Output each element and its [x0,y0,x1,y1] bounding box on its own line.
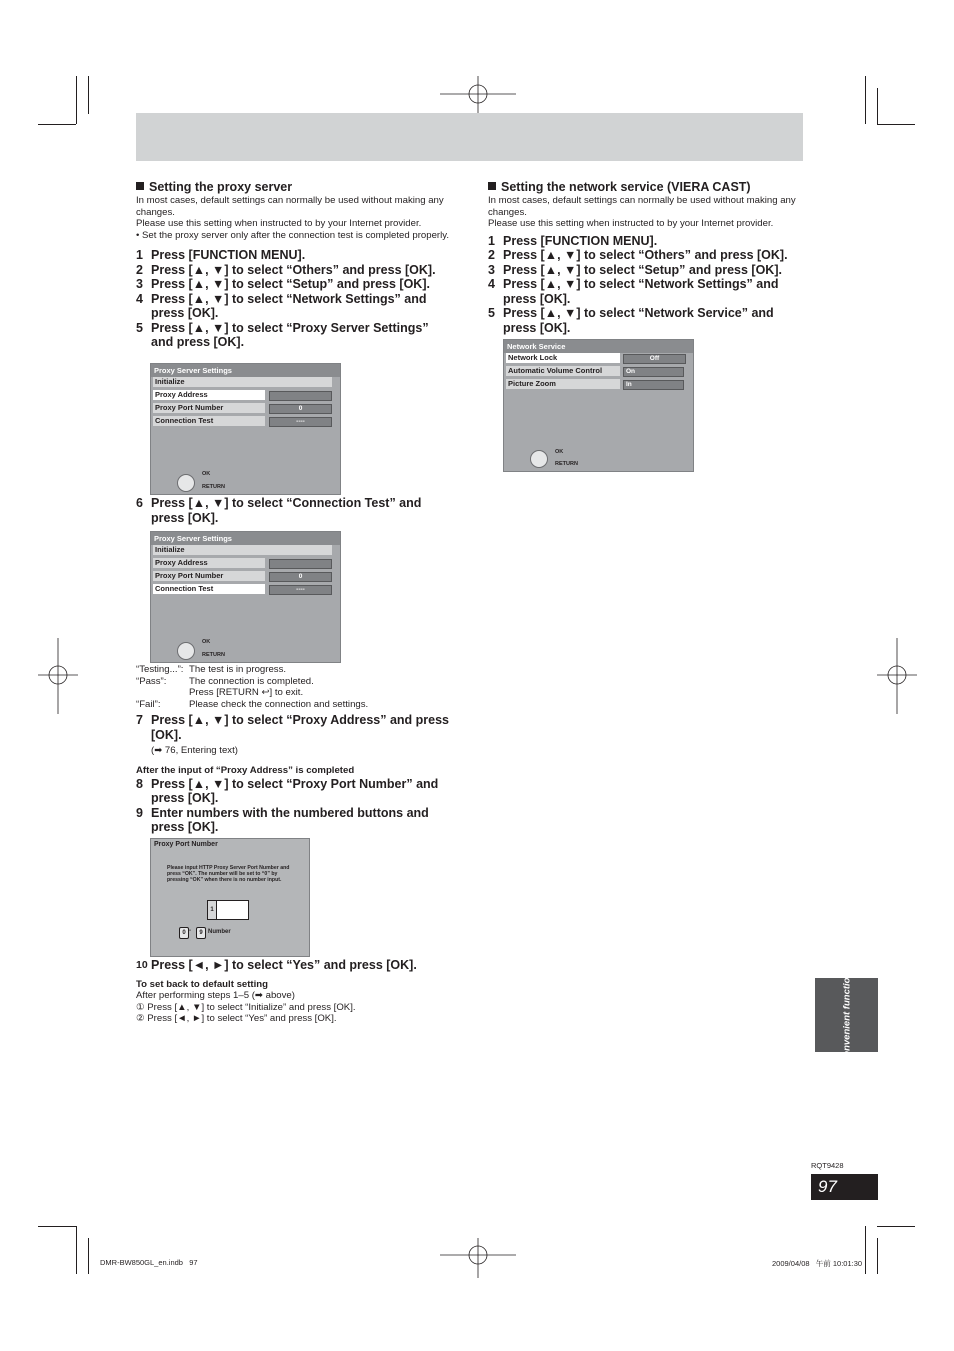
step-item: 1 Press [FUNCTION MENU]. [136,248,306,263]
crop-mark [877,1226,915,1227]
value-field: Off [623,354,686,364]
value-field: 0 [269,572,332,582]
step-item: 2 Press [▲, ▼] to select “Others” and press [OK]. [136,262,436,277]
return-hint: RETURN [202,484,225,490]
default-line: ② Press [◄, ►] to select “Yes” and press [OK]. [136,1013,337,1025]
subheading: To set back to default setting [136,978,269,990]
menu-row-network-lock: Network Lock [506,353,620,363]
step-item: 3 Press [▲, ▼] to select “Setup” and press [OK]. [136,277,430,292]
result-line: “Fail”: Please check the connection and settings. [136,698,369,710]
side-tab-label: Convenient functions [841,966,852,1064]
crop-mark [865,76,866,124]
step10-block [136,958,451,1025]
step-item: 4 Press [▲, ▼] to select “Network Settings” and press [OK]. [488,277,779,306]
intro-text: In most cases, default settings can normally be used without making any changes. [488,195,796,218]
page-number: 97 [811,1174,878,1200]
step-item: 6 Press [▲, ▼] to select “Connection Test” and press [OK]. [136,496,422,525]
proxy-section [136,180,451,350]
registration-mark-icon [877,638,917,714]
input-value: 1 [208,901,217,919]
default-line: After performing steps 1–5 (➡ above) [136,990,295,1002]
value-field: In [623,380,684,390]
test-results [136,664,451,835]
crop-mark [38,1226,76,1227]
screen-title: Proxy Server Settings [151,532,340,545]
doc-code: RQT9428 [811,1161,844,1170]
square-bullet-icon [136,182,144,190]
value-field: On [623,367,684,377]
intro-text: Please use this setting when instructed to by your Internet provider. [136,218,422,230]
screen-title: Network Service [504,340,693,353]
step-item: 8 Press [▲, ▼] to select “Proxy Port Number” and press [OK]. [136,776,439,806]
return-hint: RETURN [555,461,578,467]
intro-text: Please use this setting when instructed to by your Internet provider. [488,218,774,230]
note-bullet: • Set the proxy server only after the connection test is completed properly. [136,229,450,241]
return-hint: RETURN [202,652,225,658]
footer-right: 2009/04/08 午前 10:01:30 [772,1259,863,1268]
value-field [269,559,332,569]
step6-block [136,496,451,525]
crop-mark [877,1238,878,1274]
result-line: Press [RETURN ↩] to exit. [189,687,304,699]
key-hint-label: Number [208,929,231,935]
menu-row-proxy-port: Proxy Port Number [153,571,265,581]
dash-separator: - [189,928,191,934]
value-field: ---- [269,585,332,595]
crop-mark [865,1226,866,1274]
screen-message: Please input HTTP Proxy Server Port Number and press “OK”. The number will be set to “0” by pressing “OK” when there is no number input. [167,865,290,883]
value-field: 0 [269,404,332,414]
section-heading: Setting the network service (VIERA CAST) [488,180,803,195]
value-field: ---- [269,417,332,427]
reference-text: (➡ 76, Entering text) [151,745,238,757]
footer-left: DMR-BW850GL_en.indb 97 [100,1258,198,1267]
registration-mark-icon [440,1238,516,1278]
crop-mark [38,124,76,125]
step-item: 4 Press [▲, ▼] to select “Network Settings” and press [OK]. [136,291,427,321]
step-item: 1 Press [FUNCTION MENU]. [488,233,658,248]
step-list [488,234,803,336]
screen-title: Proxy Server Settings [151,364,340,377]
port-input-field[interactable] [207,900,249,920]
menu-row-initialize: Initialize [153,545,332,555]
remote-button-icon [177,642,195,660]
step-item: 10 Press [◄, ►] to select “Yes” and press [OK]. [136,958,417,972]
remote-button-icon [530,450,548,468]
menu-row-picture-zoom: Picture Zoom [506,379,620,389]
menu-row-proxy-port: Proxy Port Number [153,403,265,413]
key-9-icon: 9 [196,927,206,939]
square-bullet-icon [488,182,496,190]
ok-hint: OK [555,449,564,455]
ok-hint: OK [202,471,211,477]
ok-hint: OK [202,639,211,645]
menu-row-proxy-address: Proxy Address [153,558,265,568]
screen-title: Proxy Port Number [154,841,218,848]
network-service-section [488,180,803,335]
menu-row-proxy-address: Proxy Address [153,390,265,400]
step-item: 5 Press [▲, ▼] to select “Network Service” and press [OK]. [488,306,774,335]
menu-row-auto-volume: Automatic Volume Control [506,366,620,376]
step-item: 2 Press [▲, ▼] to select “Others” and press [OK]. [488,248,788,263]
crop-mark [88,1238,89,1274]
result-line: “Pass”: The connection is completed. [136,675,314,687]
value-field [269,391,332,401]
step-list [136,248,451,350]
step-item: 9 Enter numbers with the numbered buttons and press [OK]. [136,805,429,835]
key-0-icon: 0 [179,927,189,939]
remote-button-icon [177,474,195,492]
registration-mark-icon [440,76,516,116]
proxy-settings-screen [150,363,341,495]
crop-mark [76,1226,77,1274]
section-heading: Setting the proxy server [136,180,451,195]
network-service-screen [503,339,694,472]
crop-mark [877,124,915,125]
result-line: “Testing...”: The test is in progress. [136,664,287,675]
subheading: After the input of “Proxy Address” is completed [136,764,355,776]
intro-text: In most cases, default settings can normally be used without making any changes. [136,195,444,218]
side-tab [815,966,878,1064]
proxy-port-screen [150,838,310,957]
proxy-settings-screen [150,531,341,663]
crop-mark [88,76,89,114]
menu-row-connection-test: Connection Test [153,584,265,594]
menu-row-connection-test: Connection Test [153,416,265,426]
default-line: ① Press [▲, ▼] to select “Initialize” and press [OK]. [136,1001,356,1013]
crop-mark [76,76,77,124]
step-item: 7 Press [▲, ▼] to select “Proxy Address” and press [OK]. [136,713,449,742]
registration-mark-icon [38,638,78,714]
step-item: 3 Press [▲, ▼] to select “Setup” and press [OK]. [488,262,782,277]
menu-row-initialize: Initialize [153,377,332,387]
crop-mark [877,88,878,124]
header-banner [136,113,803,161]
step-item: 5 Press [▲, ▼] to select “Proxy Server Settings” and press [OK]. [136,320,429,350]
